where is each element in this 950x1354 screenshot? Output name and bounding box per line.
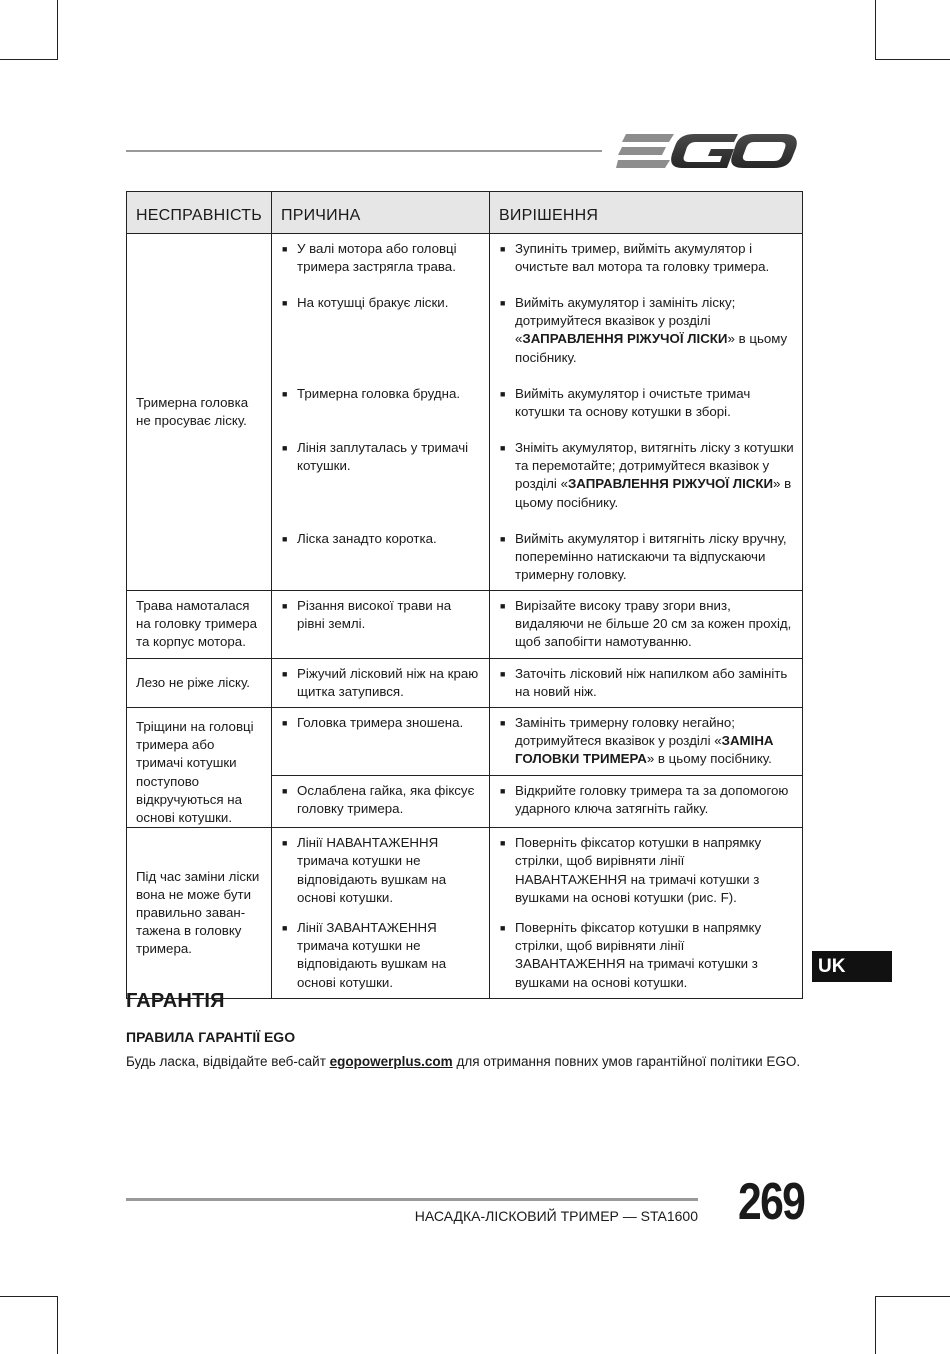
solution-cell: ■ Вирізайте високу траву згори вниз, видаляючи не більше 20 см за кожен прохід, щоб запобігти намотуванню. xyxy=(490,591,803,659)
column-header-solution: ВИРІШЕННЯ xyxy=(490,192,803,234)
table-row xyxy=(127,828,803,999)
solution-cell xyxy=(490,234,803,591)
cause-cell: ■ Головка тримера зношена. xyxy=(272,708,490,776)
bullet-icon: ■ xyxy=(500,298,506,308)
bullet-icon: ■ xyxy=(500,601,506,611)
warranty-subtitle: ПРАВИЛА ГАРАНТІЇ EGO xyxy=(126,1029,296,1045)
table-row xyxy=(127,708,803,776)
solution-cell: ■ Відкрийте головку тримера та за допомогою ударного ключа затягніть гайку. xyxy=(490,775,803,828)
crop-mark xyxy=(875,59,950,60)
crop-mark xyxy=(0,1296,58,1297)
bullet-icon: ■ xyxy=(282,389,288,399)
bullet-icon: ■ xyxy=(500,718,506,729)
problem-text: Тріщини на головці тримера або тримачі котушки поступово відкручуються на основі котушки. xyxy=(136,719,254,826)
table-row xyxy=(127,234,803,591)
solution-item: ■ Вийміть акумулятор і витягніть ліску вручну, поперемінно натискаючи та відпускаючи тримерну головку. xyxy=(490,524,802,590)
bullet-icon: ■ xyxy=(500,534,506,544)
crop-mark xyxy=(875,1296,950,1297)
column-header-problem: НЕСПРАВНІСТЬ xyxy=(127,192,272,234)
bullet-icon: ■ xyxy=(282,534,288,544)
solution-item: ■ Зупиніть тример, вийміть акумулятор і очистьте вал мотора та головку тримера. xyxy=(490,234,802,288)
crop-mark xyxy=(875,0,876,60)
bullet-icon: ■ xyxy=(500,389,506,399)
problem-text: Трава намоталася на головку тримера та корпус мотора. xyxy=(136,598,258,650)
bullet-icon: ■ xyxy=(500,838,506,849)
ego-logo xyxy=(616,130,800,172)
bullet-icon: ■ xyxy=(500,923,506,934)
problem-text: Під час заміни ліски вона не може бути правильно заван-тажена в головку тримера. xyxy=(136,868,260,957)
solution-item: ■ Вийміть акумулятор і очистьте тримач котушки та основу котушки в зборі. xyxy=(490,379,802,433)
problem-text: Лезо не ріже ліску. xyxy=(136,674,250,690)
cause-item: ■ На котушці бракує ліски. xyxy=(272,288,489,379)
bullet-icon: ■ xyxy=(500,443,506,453)
language-tab: UK xyxy=(812,951,892,982)
cause-cell: ■ Різання високої трави на рівні землі. xyxy=(272,591,490,659)
crop-mark xyxy=(57,1296,58,1354)
cause-item: ■ Лінія заплуталась у тримачі котушки. xyxy=(272,433,489,524)
column-header-cause: ПРИЧИНА xyxy=(272,192,490,234)
cause-cell: ■ Ослаблена гайка, яка фіксує головку тримера. xyxy=(272,775,490,828)
problem-cell xyxy=(127,658,272,707)
bullet-icon: ■ xyxy=(282,838,288,849)
cause-cell xyxy=(272,234,490,591)
bullet-icon: ■ xyxy=(282,443,288,453)
problem-cell xyxy=(127,708,272,828)
cause-cell: ■ Лінії НАВАНТАЖЕННЯ тримача котушки не відповідають вушкам на основі котушки. ■ Лінії ЗАВАНТАЖЕННЯ тримача котушки не відповідають вушкам на основі котушки. xyxy=(272,828,490,999)
table-row xyxy=(127,658,803,707)
warranty-title: ГАРАНТІЯ xyxy=(126,990,225,1012)
solution-cell: ■ Заточіть лісковий ніж напилком або замініть на новий ніж. xyxy=(490,658,803,707)
bullet-icon: ■ xyxy=(282,601,288,611)
bullet-icon: ■ xyxy=(282,668,288,679)
cause-cell: ■ Ріжучий лісковий ніж на краю щитка затупився. xyxy=(272,658,490,707)
bullet-icon: ■ xyxy=(500,668,506,679)
table-row xyxy=(127,591,803,659)
problem-cell xyxy=(127,828,272,999)
footer-product-name: НАСАДКА-ЛІСКОВИЙ ТРИМЕР — STA1600 xyxy=(414,1208,698,1224)
cause-item: ■ Тримерна головка брудна. xyxy=(272,379,489,433)
bullet-icon: ■ xyxy=(500,785,506,796)
solution-cell: ■ Замініть тримерну головку негайно; дотримуйтеся вказівок у розділі «ЗАМІНА ГОЛОВКИ ТРИМЕРА» в цьому посібнику. xyxy=(490,708,803,776)
bullet-icon: ■ xyxy=(282,244,288,254)
warranty-text: Будь ласка, відвідайте веб-сайт egopowerplus.com для отримання повних умов гарантійної політики EGO. xyxy=(126,1054,801,1069)
bullet-icon: ■ xyxy=(282,718,288,729)
problem-cell xyxy=(127,591,272,659)
problem-cell xyxy=(127,234,272,591)
header-rule xyxy=(126,150,602,152)
bullet-icon: ■ xyxy=(282,923,288,934)
solution-item: ■ Вийміть акумулятор і замініть ліску; дотримуйтеся вказівок у розділі «ЗАПРАВЛЕННЯ РІЖУЧОЇ ЛІСКИ» в цьому посібнику. xyxy=(490,288,802,379)
bullet-icon: ■ xyxy=(282,298,288,308)
problem-text: Тримерна головка не просуває ліску. xyxy=(136,394,249,428)
page-number: 269 xyxy=(738,1173,805,1231)
solution-cell: ■ Поверніть фіксатор котушки в напрямку стрілки, щоб вирівняти лінії НАВАНТАЖЕННЯ на тримачі котушки з вушками на основі котушки (рис. F). ■ Поверніть фіксатор котушки в напрямку стрілки, щоб вирівняти лінії ЗАВАНТАЖЕННЯ на тримачі котушки з вушками на основі котушки. xyxy=(490,828,803,999)
cause-item: ■ Ліска занадто коротка. xyxy=(272,524,489,590)
crop-mark xyxy=(0,59,58,60)
crop-mark xyxy=(57,0,58,60)
bullet-icon: ■ xyxy=(500,244,506,254)
solution-item: ■ Зніміть акумулятор, витягніть ліску з котушки та перемотайте; дотримуйтеся вказівок у розділі «ЗАПРАВЛЕННЯ РІЖУЧОЇ ЛІСКИ» в цьому посібнику. xyxy=(490,433,802,524)
troubleshooting-table xyxy=(126,191,803,999)
website-link[interactable]: egopowerplus.com xyxy=(329,1054,453,1069)
table-header-row xyxy=(127,192,803,234)
footer-rule xyxy=(126,1198,698,1201)
bullet-icon: ■ xyxy=(282,785,288,796)
cause-item: ■ У валі мотора або головці тримера застрягла трава. xyxy=(272,234,489,288)
crop-mark xyxy=(875,1296,876,1354)
